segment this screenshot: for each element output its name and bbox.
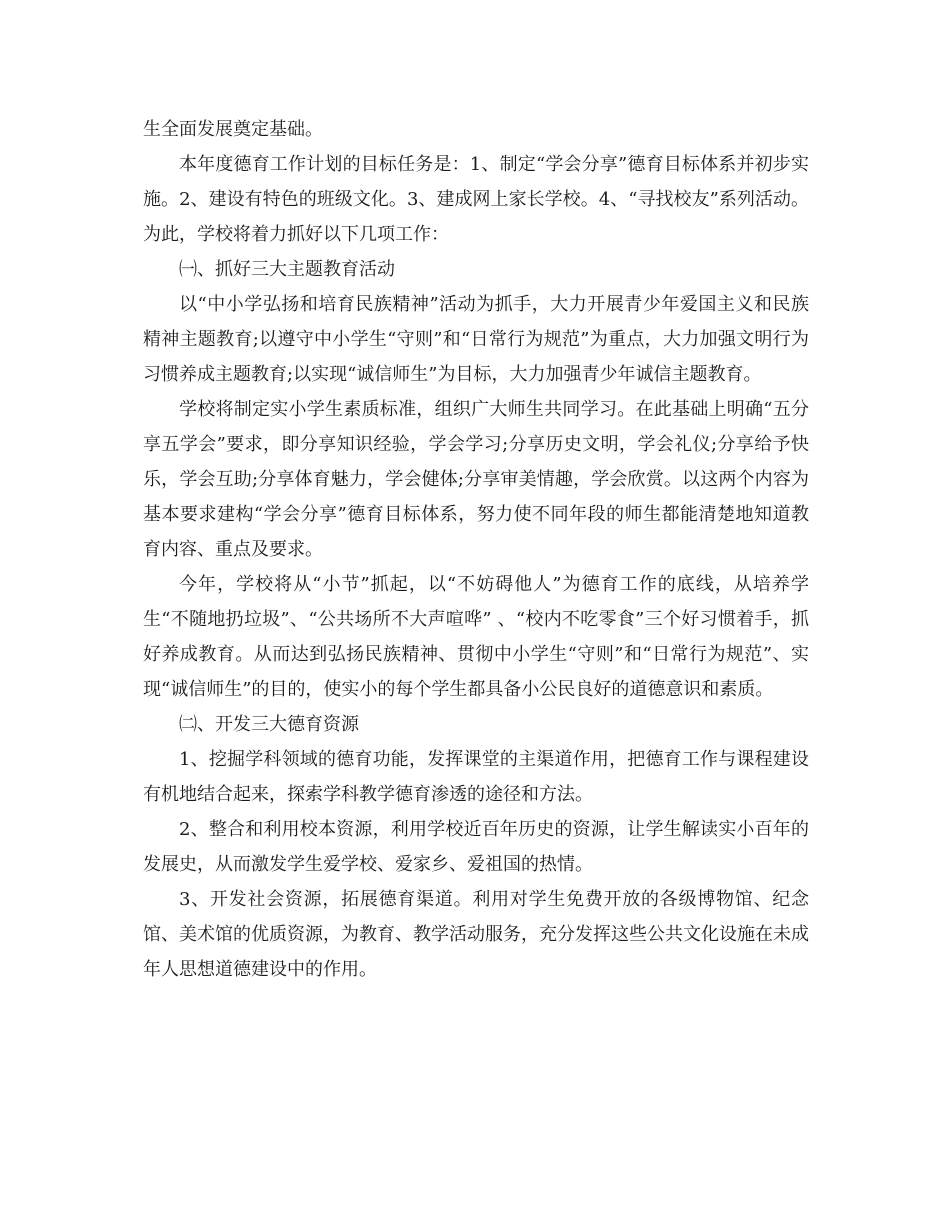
- section-heading-1: ㈠、抓好三大主题教育活动: [179, 259, 395, 280]
- paragraph-resource-3: 3、开发社会资源，拓展德育渠道。利用对学生免费开放的各级博物馆、纪念馆、美术馆的优质资源，为教育、教学活动服务，充分发挥这些公共文化设施在未成年人思想道德建设中的作用。: [143, 889, 809, 980]
- section-heading-2: ㈡、开发三大德育资源: [179, 714, 359, 735]
- paragraph-continuation: 生全面发展奠定基础。: [143, 119, 323, 140]
- paragraph-theme-education: 以“中小学弘扬和培育民族精神”活动为抓手，大力开展青少年爱国主义和民族精神主题教育;以遵守中小学生“守则”和“日常行为规范”为重点，大力加强文明行为习惯养成主题教育;以实现“诚信师生”为目标，大力加强青少年诚信主题教育。: [143, 294, 809, 385]
- paragraph-resource-2: 2、整合和利用校本资源，利用学校近百年历史的资源，让学生解读实小百年的发展史，从而激发学生爱学校、爱家乡、爱祖国的热情。: [143, 819, 809, 875]
- paragraph-resource-1: 1、挖掘学科领域的德育功能，发挥课堂的主渠道作用，把德育工作与课程建设有机地结合起来，探索学科教学德育渗透的途径和方法。: [143, 749, 809, 805]
- paragraph-habits: 今年，学校将从“小节”抓起，以“不妨碍他人”为德育工作的底线，从培养学生“不随地扔垃圾”、“公共场所不大声喧哗” 、“校内不吃零食”三个好习惯着手，抓好养成教育。从而达到弘扬民族精神、贯彻中小学生“守则”和“日常行为规范”、实现“诚信师生”的目的，使实小的每个学生都具备小公民良好的道德意识和素质。: [143, 574, 809, 700]
- paragraph-quality-standards: 学校将制定实小学生素质标准，组织广大师生共同学习。在此基础上明确“五分享五学会”要求，即分享知识经验，学会学习;分享历史文明，学会礼仪;分享给予快乐，学会互助;分享体育魅力，学会健体;分享审美情趣，学会欣赏。以这两个内容为基本要求建构“学会分享”德育目标体系，努力使不同年段的师生都能清楚地知道教育内容、重点及要求。: [143, 399, 809, 560]
- paragraph-goals: 本年度德育工作计划的目标任务是：1、制定“学会分享”德育目标体系并初步实施。2、建设有特色的班级文化。3、建成网上家长学校。4、“寻找校友”系列活动。为此，学校将着力抓好以下几项工作：: [143, 154, 809, 245]
- document-body: [143, 112, 809, 987]
